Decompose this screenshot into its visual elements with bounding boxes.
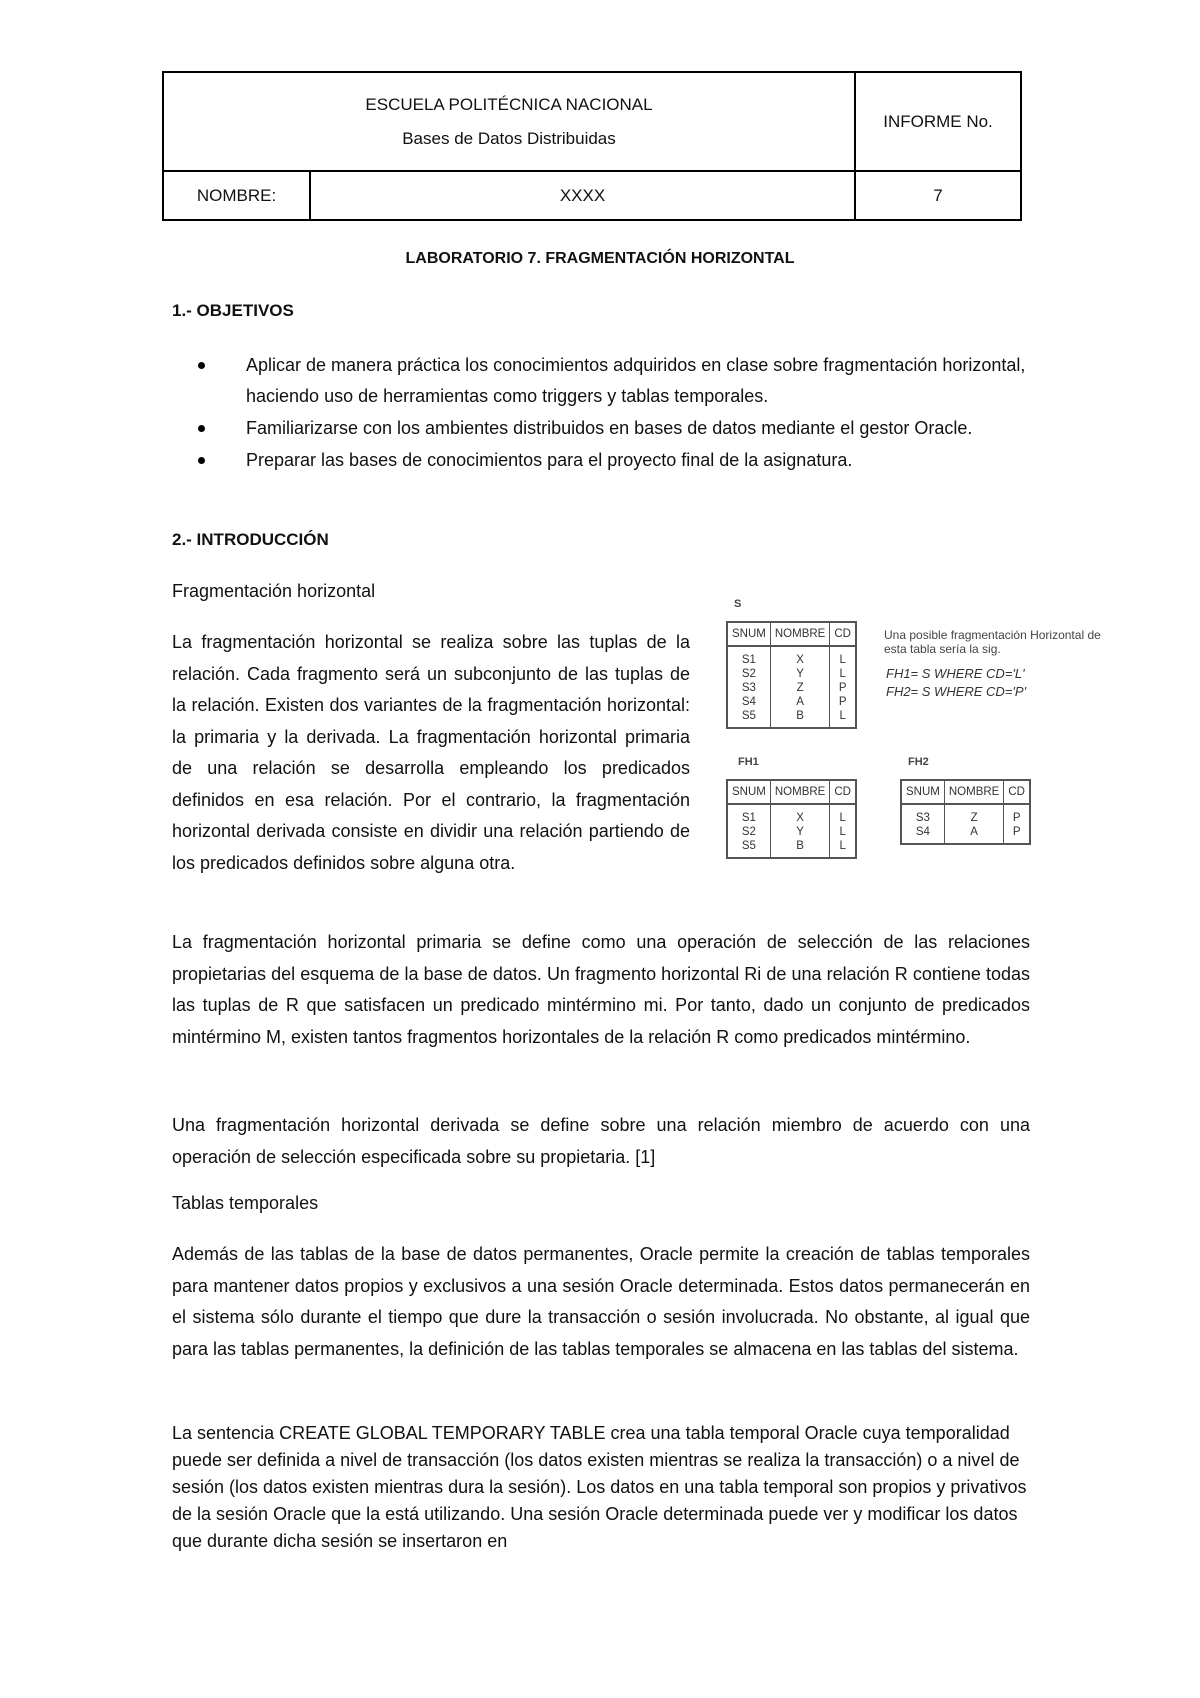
- table-cell: B: [770, 709, 829, 728]
- section-heading-objectives: 1.- OBJETIVOS: [172, 301, 294, 320]
- table-cell: S3: [901, 804, 944, 825]
- table-cell: A: [944, 825, 1003, 844]
- table-row: [727, 681, 856, 695]
- fragmentation-figure: [726, 596, 1106, 896]
- table-row: [727, 695, 856, 709]
- table-cell: L: [830, 646, 856, 667]
- table-cell: L: [830, 825, 856, 839]
- page-title: LABORATORIO 7. FRAGMENTACIÓN HORIZONTAL: [405, 250, 795, 267]
- table-cell: L: [830, 804, 856, 825]
- figure-label-s: S: [734, 598, 742, 610]
- table-cell: S5: [727, 839, 770, 858]
- list-item-text: Preparar las bases de conocimientos para el proyecto final de la asignatura.: [246, 450, 853, 470]
- table-fh1: [726, 779, 857, 859]
- table-cell: A: [770, 695, 829, 709]
- table-cell: B: [770, 839, 829, 858]
- list-item: [172, 350, 1032, 412]
- table-cell: S2: [727, 825, 770, 839]
- name-value: XXXX: [559, 185, 606, 205]
- table-row: [901, 825, 1030, 844]
- column-header: SNUM: [901, 780, 944, 804]
- table-cell: P: [1004, 825, 1030, 844]
- column-header: SNUM: [727, 622, 770, 646]
- expression-fh1: FH1= S WHERE CD='L': [886, 666, 1025, 681]
- figure-label-fh1: FH1: [738, 756, 759, 768]
- table-cell: Y: [770, 825, 829, 839]
- column-header: NOMBRE: [770, 780, 829, 804]
- table-cell: S4: [727, 695, 770, 709]
- school-name: ESCUELA POLITÉCNICA NACIONAL: [365, 94, 653, 114]
- column-header: CD: [1004, 780, 1030, 804]
- table-row: [727, 825, 856, 839]
- column-header: SNUM: [727, 780, 770, 804]
- table-cell: P: [830, 695, 856, 709]
- paragraph: La fragmentación horizontal primaria se define como una operación de selección de las relaciones propietarias del esquema de la base de datos. Un fragmento horizontal Ri de una relación R contiene todas las tuplas de R que satisfacen un predicado mintérmino mi. Por tanto, dado un conjunto de predicados mintérmino M, existen tantos fragmentos horizontales de la relación R como predicados mintérmino.: [172, 932, 1030, 1047]
- table-cell: P: [830, 681, 856, 695]
- expression-fh2: FH2= S WHERE CD='P': [886, 684, 1027, 699]
- header-institution-cell: [164, 73, 854, 170]
- table-cell: S2: [727, 667, 770, 681]
- subheading-temporary-tables: Tablas temporales: [172, 1193, 319, 1213]
- table-cell: L: [830, 667, 856, 681]
- table-fh2: [900, 779, 1031, 845]
- list-item: [172, 445, 1032, 476]
- figure-note: Una posible fragmentación Horizontal de esta tabla sería la sig.: [884, 628, 1101, 656]
- table-cell: Z: [944, 804, 1003, 825]
- bullet-icon: [198, 425, 205, 432]
- section-heading-introduction: 2.- INTRODUCCIÓN: [172, 530, 329, 549]
- paragraph: Además de las tablas de la base de datos permanentes, Oracle permite la creación de tablas temporales para mantener datos propios y exclusivos a una sesión Oracle determinada. Estos datos permanecerán en el sistema sólo durante el tiempo que dure la transacción o sesión involucrada. No obstante, al igual que para las tablas permanentes, la definición de las tablas temporales se almacena en las tablas del sistema.: [172, 1244, 1030, 1359]
- table-cell: S5: [727, 709, 770, 728]
- course-name: Bases de Datos Distribuidas: [402, 128, 616, 148]
- list-item: [172, 413, 1032, 444]
- paragraph: La fragmentación horizontal se realiza sobre las tuplas de la relación. Cada fragmento será un subconjunto de las tuplas de la relación. Existen dos variantes de la fragmentación horizontal: la primaria y la derivada. La fragmentación horizontal primaria de una relación se desarrolla empleando los predicados definidos en esa relación. Por el contrario, la fragmentación horizontal derivada consiste en dividir una relación partiendo de los predicados definidos sobre alguna otra.: [172, 632, 690, 873]
- table-row: [727, 667, 856, 681]
- table-row: [727, 804, 856, 825]
- figure-label-fh2: FH2: [908, 756, 929, 768]
- table-cell: S1: [727, 804, 770, 825]
- column-header: CD: [830, 622, 856, 646]
- table-cell: S3: [727, 681, 770, 695]
- table-cell: Y: [770, 667, 829, 681]
- table-row: [727, 646, 856, 667]
- table-cell: P: [1004, 804, 1030, 825]
- report-label: INFORME No.: [883, 111, 993, 131]
- table-cell: L: [830, 839, 856, 858]
- table-row: [727, 839, 856, 858]
- paragraph: Una fragmentación horizontal derivada se define sobre una relación miembro de acuerdo con una operación de selección especificada sobre su propietaria. [1]: [172, 1115, 1030, 1167]
- column-header: NOMBRE: [944, 780, 1003, 804]
- column-header: CD: [830, 780, 856, 804]
- header-table: [162, 71, 1022, 221]
- list-item-text: Aplicar de manera práctica los conocimientos adquiridos en clase sobre fragmentación horizontal, haciendo uso de herramientas como triggers y tablas temporales.: [246, 355, 1026, 406]
- table-s: [726, 621, 857, 729]
- objectives-list: [172, 350, 1032, 477]
- column-header: NOMBRE: [770, 622, 829, 646]
- bullet-icon: [198, 362, 205, 369]
- table-row: [727, 709, 856, 728]
- table-cell: X: [770, 804, 829, 825]
- table-row: [901, 804, 1030, 825]
- subheading-horizontal-fragmentation: Fragmentación horizontal: [172, 581, 376, 601]
- table-cell: S1: [727, 646, 770, 667]
- table-cell: X: [770, 646, 829, 667]
- list-item-text: Familiarizarse con los ambientes distribuidos en bases de datos mediante el gestor Oracle.: [246, 418, 973, 438]
- bullet-icon: [198, 457, 205, 464]
- name-label: NOMBRE:: [196, 185, 277, 205]
- paragraph: La sentencia CREATE GLOBAL TEMPORARY TABLE crea una tabla temporal Oracle cuya temporalidad puede ser definida a nivel de transacción (los datos existen mientras se realiza la transacción) o a nivel de sesión (los datos existen mientras dura la sesión). Los datos en una tabla temporal son propios y privativos de la sesión Oracle que la está utilizando. Una sesión Oracle determinada puede ver y modificar los datos que durante dicha sesión se insertaron en: [172, 1423, 1027, 1551]
- report-number: 7: [933, 185, 943, 205]
- table-cell: Z: [770, 681, 829, 695]
- table-cell: S4: [901, 825, 944, 844]
- table-cell: L: [830, 709, 856, 728]
